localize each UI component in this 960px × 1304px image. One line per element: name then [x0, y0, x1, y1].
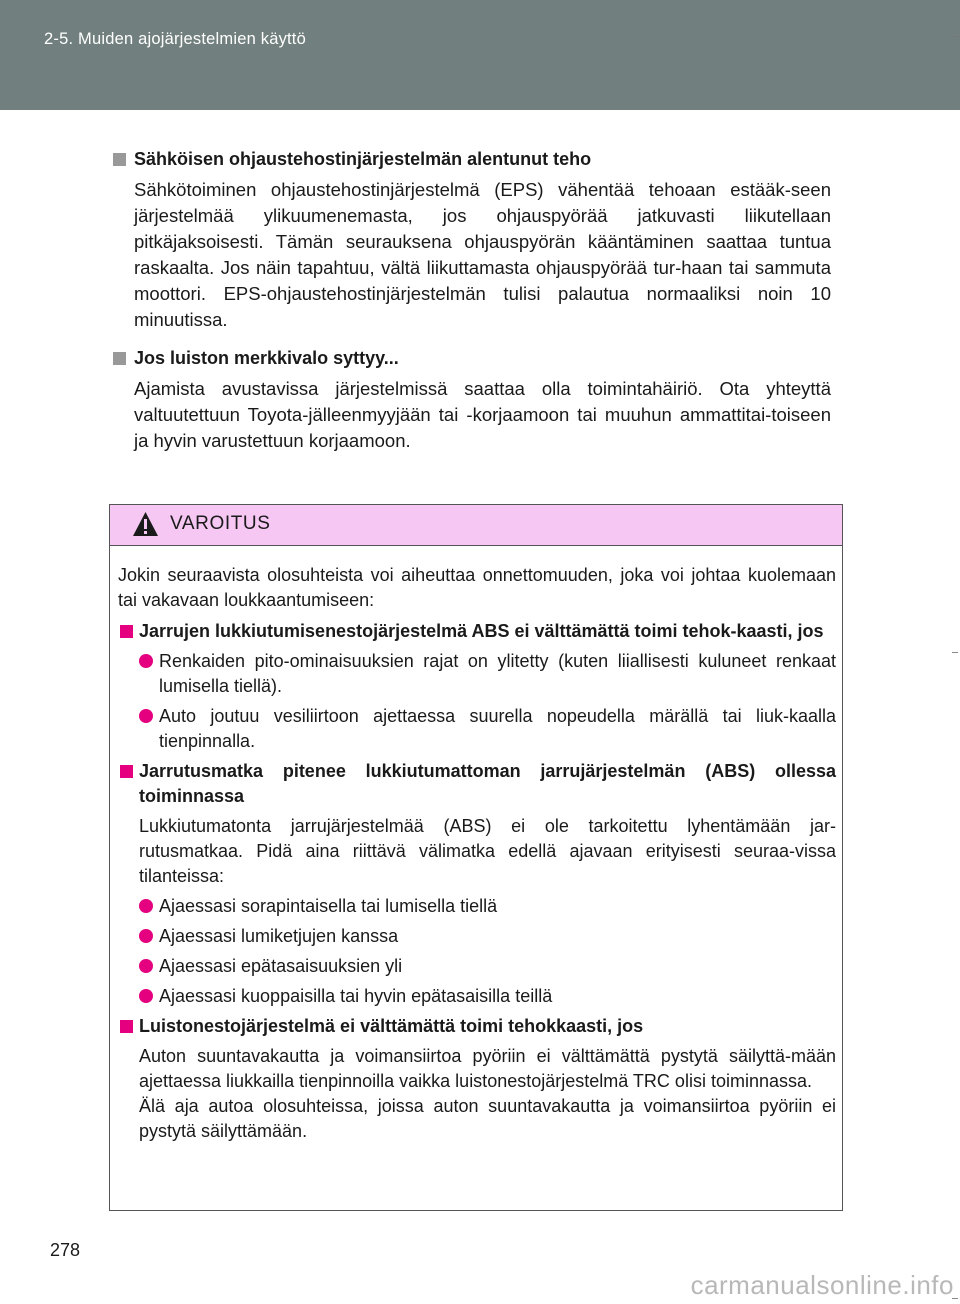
circle-bullet-icon	[139, 709, 153, 723]
page-header	[0, 0, 960, 110]
warning-subheading	[118, 619, 836, 644]
square-bullet-icon	[120, 1020, 133, 1033]
list-item	[118, 984, 836, 1009]
warning-subheading-text: Luistonestojärjestelmä ei välttämättä toimi tehokkaasti, jos	[139, 1016, 644, 1036]
circle-bullet-icon	[139, 654, 153, 668]
page-number: 278	[50, 1240, 81, 1260]
list-item-text: Ajaessasi sorapintaisella tai lumisella tiellä	[159, 896, 498, 916]
chapter-title: 2-5. Muiden ajojärjestelmien käyttö	[44, 30, 306, 48]
warning-triangle-icon	[132, 511, 159, 537]
crop-mark	[952, 36, 958, 37]
main-content	[113, 146, 831, 466]
section-heading-text: Jos luiston merkkivalo syttyy...	[134, 348, 399, 368]
list-item	[118, 924, 836, 949]
list-item-text: Renkaiden pito-ominaisuuksien rajat on ylitetty (kuten liiallisesti kuluneet renkaat lumisella tiellä).	[159, 651, 836, 696]
section-paragraph: Sähkötoiminen ohjaustehostinjärjestelmä (EPS) vähentää tehoaan estääk-seen järjestelmää ylikuumenemasta, jos ohjauspyörää jatkuvasti liikutellaan pitkäjaksoisesti. Tämän seurauksena ohjauspyörän kääntäminen saattaa tuntua raskaalta. Jos näin tapahtuu, vältä liikuttamasta ohjauspyörää tur-haan tai sammuta moottori. EPS-ohjaustehostinjärjestelmän tulisi palautua normaaliksi noin 10 minuutissa.	[134, 179, 831, 330]
list-item	[118, 704, 836, 754]
list-item	[118, 894, 836, 919]
list-item-text: Ajaessasi kuoppaisilla tai hyvin epätasaisilla teillä	[159, 986, 553, 1006]
list-item-text: Auto joutuu vesiliirtoon ajettaessa suurella nopeudella märällä tai liuk-kaalla tienpinnalla.	[159, 706, 836, 751]
circle-bullet-icon	[139, 959, 153, 973]
warning-paragraph: Älä aja autoa olosuhteissa, joissa auton suuntavakautta ja voimansiirtoa pyöriin ei pystytä säilyttämään.	[139, 1096, 836, 1141]
warning-subheading-text: Jarrujen lukkiutumisenestojärjestelmä ABS ei välttämättä toimi tehok-kaasti, jos	[139, 621, 824, 641]
crop-mark	[952, 652, 958, 653]
square-bullet-icon	[113, 153, 126, 166]
warning-body	[110, 546, 842, 1144]
section-paragraph: Ajamista avustavissa järjestelmissä saattaa olla toimintahäiriö. Ota yhteyttä valtuutettuun Toyota-jälleenmyyjään tai -korjaamoon tai muuhun ammattitai-toiseen ja hyvin varustettuun korjaamoon.	[134, 378, 831, 451]
warning-paragraph: Lukkiutumatonta jarrujärjestelmää (ABS) ei ole tarkoitettu lyhentämään jar-rutusmatkaa. Pidä aina riittävä välimatka edellä ajavaan erityisesti seuraa-vissa tilanteissa:	[139, 816, 836, 886]
warning-paragraph: Auton suuntavakautta ja voimansiirtoa pyöriin ei välttämättä pystytä säilyttä-mään ajettaessa liukkailla tienpinnoilla vaikka luistonestojärjestelmä TRC olisi toiminnassa.	[139, 1046, 836, 1091]
warning-intro: Jokin seuraavista olosuhteista voi aiheuttaa onnettomuuden, joka voi johtaa kuolemaan tai vakavaan loukkaantumiseen:	[118, 565, 836, 610]
warning-box	[109, 504, 843, 1211]
section-heading	[113, 146, 831, 172]
list-item-text: Ajaessasi lumiketjujen kanssa	[159, 926, 399, 946]
warning-subheading	[118, 1014, 836, 1039]
list-item	[118, 954, 836, 979]
section-heading-text: Sähköisen ohjaustehostinjärjestelmän alentunut teho	[134, 149, 592, 169]
warning-subheading-text: Jarrutusmatka pitenee lukkiutumattoman jarrujärjestelmän (ABS) ollessa toiminnassa	[139, 761, 836, 806]
section-heading	[113, 345, 831, 371]
square-bullet-icon	[120, 625, 133, 638]
square-bullet-icon	[113, 352, 126, 365]
circle-bullet-icon	[139, 899, 153, 913]
list-item-text: Ajaessasi epätasaisuuksien yli	[159, 956, 403, 976]
warning-subheading	[118, 759, 836, 809]
square-bullet-icon	[120, 765, 133, 778]
warning-label: VAROITUS	[170, 513, 271, 534]
list-item	[118, 649, 836, 699]
circle-bullet-icon	[139, 929, 153, 943]
warning-header	[110, 505, 842, 546]
circle-bullet-icon	[139, 989, 153, 1003]
watermark: carmanualsonline.info	[690, 1270, 954, 1300]
